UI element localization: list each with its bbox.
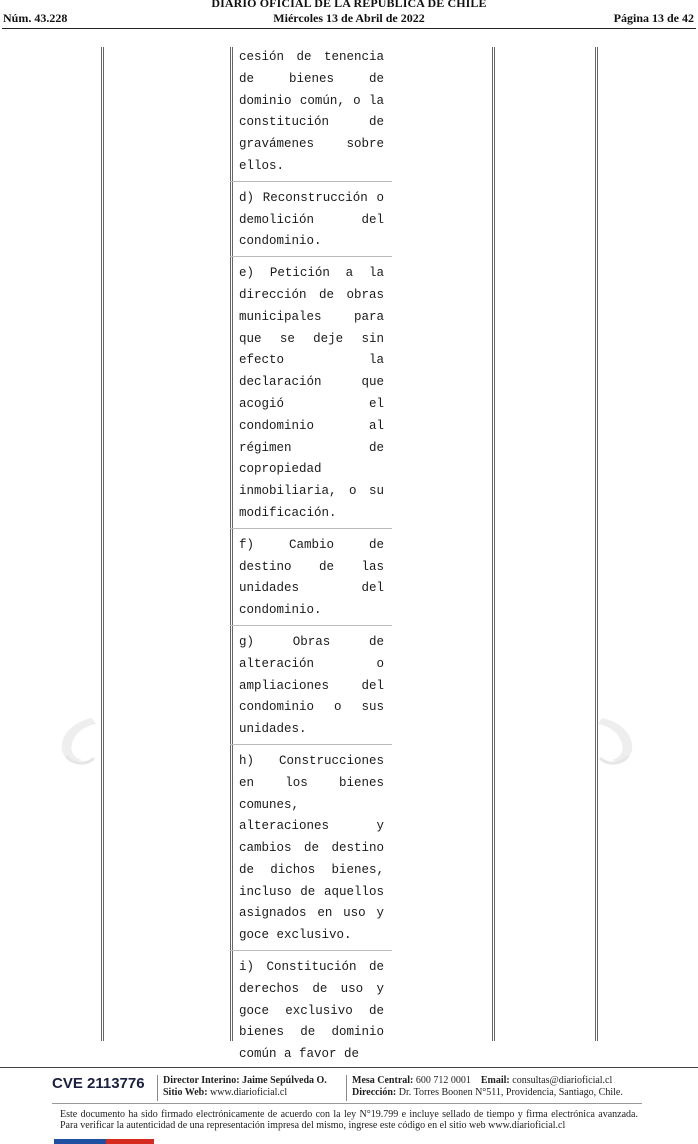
paragraph xyxy=(239,263,384,525)
table-border-line xyxy=(101,47,102,1041)
director-name: Jaime Sepúlveda O. xyxy=(242,1075,327,1086)
paragraph-divider xyxy=(230,744,392,751)
text-line: condominio al xyxy=(239,418,384,433)
email-label: Email: xyxy=(480,1075,510,1086)
paragraph-divider xyxy=(230,256,392,263)
text-line: alteraciones y xyxy=(239,819,384,834)
cve-code: CVE 2113776 xyxy=(52,1075,145,1092)
table-border-line xyxy=(597,47,598,1041)
header-divider xyxy=(2,28,696,29)
text-line: condominio o sus xyxy=(239,700,384,715)
text-line: ellos. xyxy=(239,158,285,173)
text-line: e) Petición a la xyxy=(239,266,384,281)
footer-divider xyxy=(0,1067,698,1068)
text-line: condominio. xyxy=(239,234,322,249)
table-border-line xyxy=(595,47,596,1041)
text-line: incluso de aquellos xyxy=(239,884,384,899)
table-border-line xyxy=(230,47,231,1041)
text-line: que se deje sin xyxy=(239,331,384,346)
text-line: alteración o xyxy=(239,656,384,671)
text-line: goce exclusivo. xyxy=(239,928,352,943)
paragraph xyxy=(239,188,384,253)
text-line: i) Constitución de xyxy=(239,960,384,975)
text-line: copropiedad xyxy=(239,462,322,477)
text-line: destino de las xyxy=(239,559,384,574)
text-line: régimen de xyxy=(239,440,384,455)
text-line: ampliaciones del xyxy=(239,678,384,693)
site-label: Sitio Web: xyxy=(163,1087,208,1098)
paragraph xyxy=(239,751,384,947)
table-border-line xyxy=(232,47,233,1041)
text-line: unidades. xyxy=(239,722,307,737)
director-info xyxy=(163,1075,327,1099)
text-line: cambios de destino xyxy=(239,841,384,856)
table-border-line xyxy=(103,47,104,1041)
text-line: inmobiliaria, o su xyxy=(239,484,384,499)
text-line: unidades del xyxy=(239,581,384,596)
site-link[interactable]: www.diarioficial.cl xyxy=(210,1087,288,1098)
text-line: gravámenes sobre xyxy=(239,137,384,152)
text-line: constitución de xyxy=(239,115,384,130)
text-line: cesión de tenencia xyxy=(239,50,384,64)
watermark-ornament-icon xyxy=(52,712,102,768)
text-line: demolición del xyxy=(239,212,384,227)
text-line: en los bienes xyxy=(239,775,384,790)
table-border-line xyxy=(494,47,495,1041)
flag-segment xyxy=(106,1139,154,1144)
text-line: modificación. xyxy=(239,505,337,520)
footer-inner-divider xyxy=(52,1103,642,1104)
address-value: Dr. Torres Boonen N°511, Providencia, Santiago, Chile. xyxy=(398,1087,623,1098)
text-line: de dichos bienes, xyxy=(239,862,384,877)
legal-notice: Este documento ha sido firmado electrónicamente de acuerdo con la ley N°19.799 e incluye sellado de tiempo y firma electrónica avanzada. Para verificar la autenticidad de una representación impresa del mismo, ingrese este código en el sitio web www.diarioficial.cl xyxy=(60,1109,638,1131)
watermark-ornament-icon xyxy=(592,712,642,768)
text-line: común a favor de xyxy=(239,1047,360,1062)
text-line: h) Construcciones xyxy=(239,753,384,768)
contact-info xyxy=(352,1075,623,1099)
text-line: dirección de obras xyxy=(239,287,384,302)
paragraph-divider xyxy=(230,950,392,957)
mesa-phone: 600 712 0001 xyxy=(415,1075,471,1086)
paragraph xyxy=(239,632,384,741)
text-line: efecto la xyxy=(239,353,384,368)
text-line: bienes de dominio xyxy=(239,1025,384,1040)
text-line: municipales para xyxy=(239,309,384,324)
director-label: Director Interino: xyxy=(163,1075,240,1086)
issue-number: Núm. 43.228 xyxy=(3,11,68,25)
article-text-column xyxy=(239,47,384,1066)
flag-segment xyxy=(54,1139,80,1144)
footer-separator xyxy=(346,1075,347,1101)
paragraph-divider xyxy=(230,528,392,535)
newspaper-title: DIARIO OFICIAL DE LA REPUBLICA DE CHILE xyxy=(211,0,487,10)
flag-stripe xyxy=(54,1139,154,1144)
text-line: g) Obras de xyxy=(239,634,384,649)
mesa-label: Mesa Central: xyxy=(352,1075,414,1086)
text-line: condominio. xyxy=(239,603,322,618)
text-line: declaración que xyxy=(239,375,384,390)
text-line: d) Reconstrucción o xyxy=(239,190,384,205)
text-line: f) Cambio de xyxy=(239,537,384,552)
paragraph-divider xyxy=(230,625,392,632)
text-line: goce exclusivo de xyxy=(239,1003,384,1018)
text-line: acogió el xyxy=(239,396,384,411)
paragraph xyxy=(239,47,384,178)
flag-segment xyxy=(80,1139,106,1144)
text-line: asignados en uso y xyxy=(239,906,384,921)
text-line: derechos de uso y xyxy=(239,981,384,996)
table-border-line xyxy=(492,47,493,1041)
address-label: Dirección: xyxy=(352,1087,397,1098)
paragraph xyxy=(239,535,384,622)
paragraph-divider xyxy=(230,181,392,188)
text-line: de bienes de xyxy=(239,71,384,86)
issue-date: Miércoles 13 de Abril de 2022 xyxy=(273,11,425,25)
text-line: comunes, xyxy=(239,797,300,812)
text-line: dominio común, o la xyxy=(239,93,384,108)
paragraph xyxy=(239,957,384,1066)
email-link[interactable]: consultas@diarioficial.cl xyxy=(512,1075,613,1086)
page-indicator: Página 13 de 42 xyxy=(613,11,694,25)
footer-separator xyxy=(157,1075,158,1101)
